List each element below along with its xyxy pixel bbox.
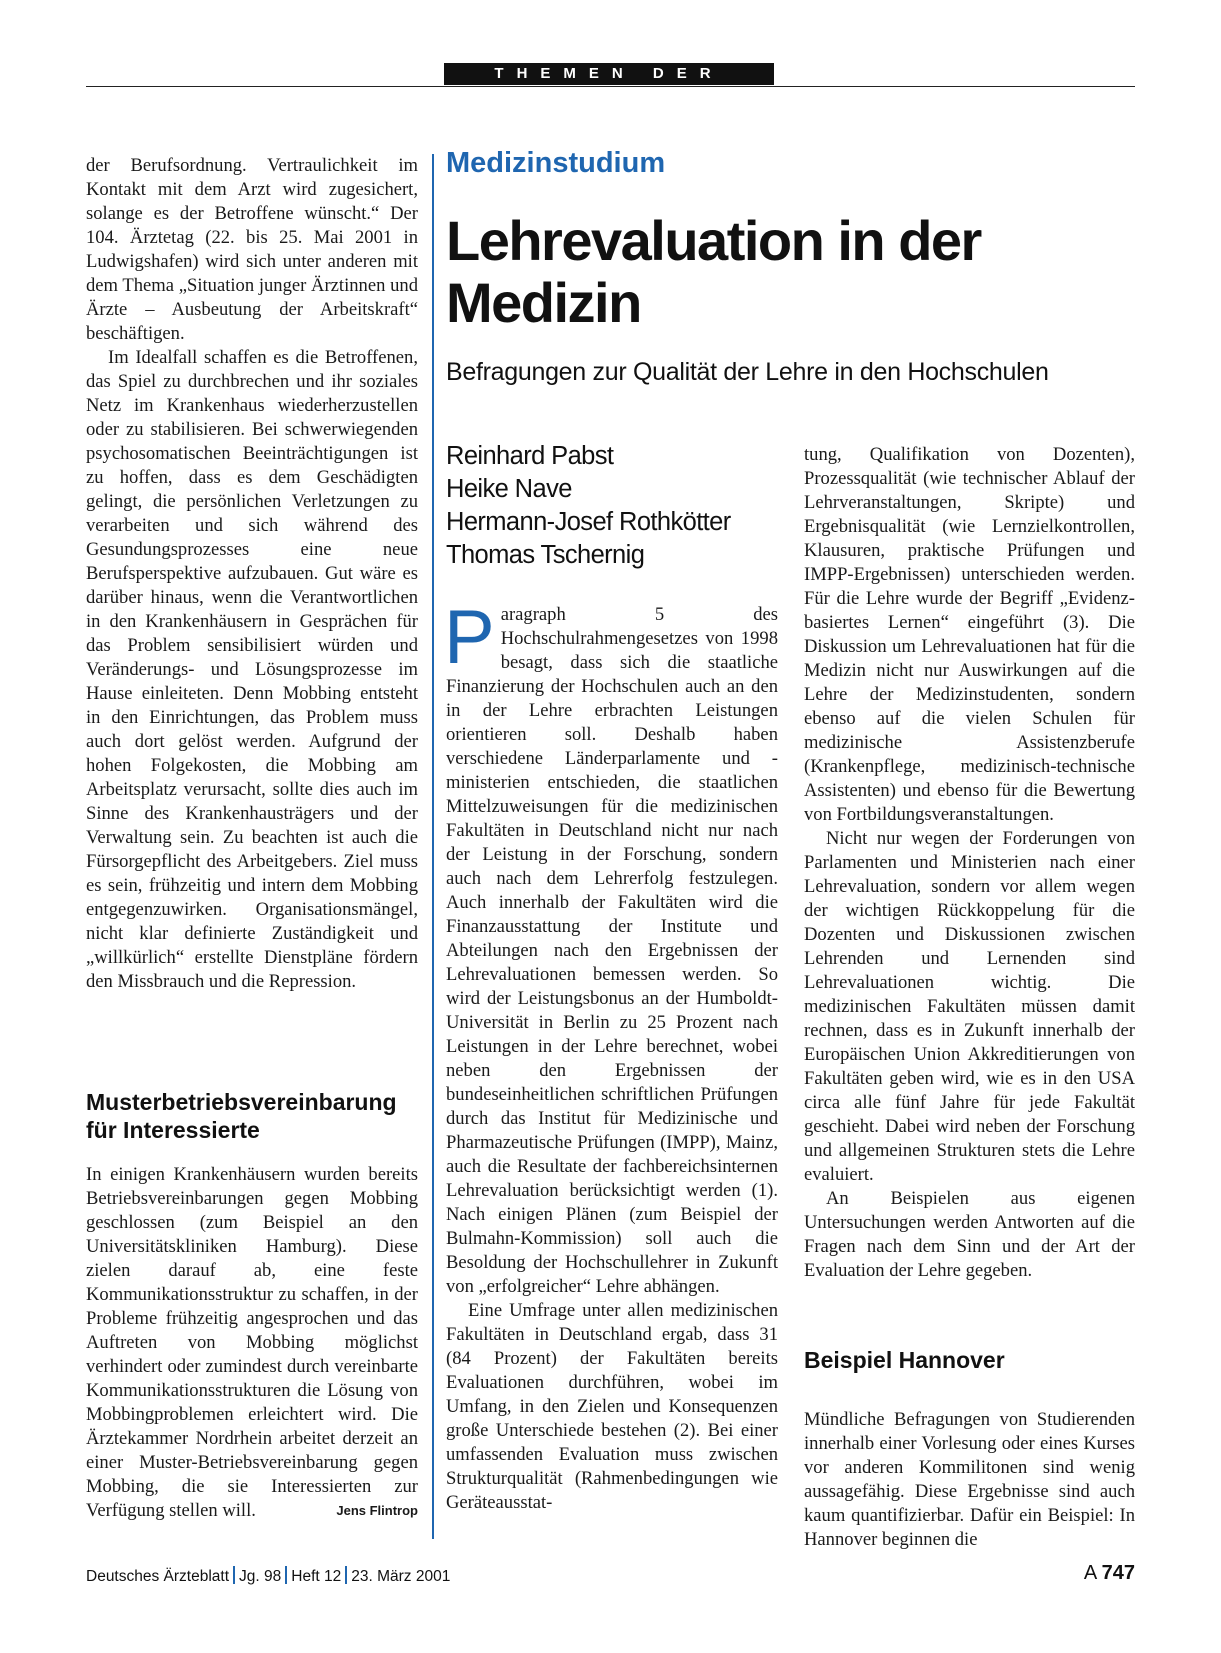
journal-volume: Jg. 98 [239, 1568, 282, 1585]
footer-separator [345, 1566, 347, 1584]
journal-issue: Heft 12 [291, 1568, 342, 1585]
left-subhead: Musterbetriebsvereinbarung für Interessierte [86, 1089, 397, 1143]
author-name: Reinhard Pabst [446, 442, 614, 470]
page-number: A 747 [1083, 1562, 1135, 1584]
author-name: Heike Nave [446, 475, 572, 503]
author-name: Thomas Tschernig [446, 541, 645, 569]
journal-name: Deutsches Ärzteblatt [86, 1568, 230, 1585]
footer-separator [285, 1566, 287, 1584]
author-signature: Jens Flintrop [336, 1503, 418, 1518]
left-paragraph-1: der Berufsordnung. Vertraulichkeit im Kontakt mit dem Arzt wird zugesichert, solange es der Betroffene wünscht.“ Der 104. Ärztetag (22. bis 25. Mai 2001 in Ludwigshafen) wird sich unter anderen mit dem Thema „Situation junger Ärztinnen und Ärzte – Ausbeutung der Arbeitskraft“ beschäftigen. [86, 155, 418, 344]
author-list [446, 440, 731, 572]
issue-date: 23. März 2001 [351, 1568, 451, 1585]
left-paragraph-3: In einigen Krankenhäusern wurden bereits Betriebsvereinbarungen gegen Mobbing geschlossen (zum Beispiel an den Universitätskliniken Hamburg). Diese zielen darauf ab, eine feste Kommunikationsstruktur zu schaffen, in der Probleme frühzeitig angesprochen und das Auftreten von Mobbing möglichst verhindert oder zumindest durch vereinbarte Kommunikationsstrukturen die Lösung von Mobbingproblemen erleichtert wird. Die Ärztekammer Nordrhein arbeitet derzeit an einer Muster-Betriebsvereinbarung gegen Mobbing, die sie Interessierten zur Verfügung stellen will. Jens Flintrop [86, 1164, 418, 1521]
right-column [804, 443, 1135, 1283]
article-kicker: Medizinstudium [446, 147, 666, 179]
mid-paragraph-2: Eine Umfrage unter allen medizinischen Fakultäten in Deutschland ergab, dass 31 (84 Prozent) der Fakultäten bereits Evaluationen durchführen, wobei im Umfang, in den Zielen und Konsequenzen große Unterschiede bestehen (2). Bei einer umfassenden Evaluation muss zwischen Strukturqualität (Rahmenbedingungen wie Geräteausstat- [446, 1300, 778, 1513]
right-subhead: Beispiel Hannover [804, 1347, 1005, 1373]
column-divider [432, 154, 434, 1539]
left-column [86, 154, 418, 994]
right-paragraph-3: An Beispielen aus eigenen Untersuchungen werden Antworten auf die Fragen nach dem Sinn und der Art der Evaluation der Lehre gegeben. [804, 1188, 1135, 1281]
author-name: Hermann-Josef Rothkötter [446, 508, 731, 536]
right-paragraph-4: Mündliche Befragungen von Studierenden innerhalb einer Vorlesung oder eines Kurses vor anderen Kommilitonen sind wenig aussagefähig. Diese Ergebnisse sind auch kaum quantifizierbar. Dafür ein Beispiel: In Hannover beginnen die [804, 1409, 1135, 1550]
mid-paragraph-1: Paragraph 5 des Hochschulrahmengesetzes von 1998 besagt, dass sich die staatliche Finanzierung der Hochschulen auch an den in der Lehre erbrachten Leistungen orientieren soll. Deshalb haben verschiedene Länderparlamente und -ministerien entschieden, die staatlichen Mittelzuweisungen für die medizinischen Fakultäten in Deutschland nicht nur nach der Leistung in der Forschung, sondern auch nach dem Lehrerfolg festzulegen. Auch innerhalb der Fakultäten wird die Finanzausstattung der Institute und Abteilungen nach den Ergebnissen der Lehrevaluationen bemessen werden. So wird der Leistungsbonus an der Humboldt-Universität in Berlin zu 25 Prozent nach Leistungen in der Lehre berechnet, wobei neben den Ergebnissen der bundeseinheitlichen schriftlichen Prüfungen durch das Institut für Medizinische und Pharmazeutische Prüfungen (IMPP), Mainz, auch die Resultate der fachbereichsinternen Lehrevaluation berücksichtigt werden (1). Nach einigen Plänen (zum Beispiel der Bulmahn-Kommission) soll auch die Besoldung der Hochschullehrer in Zukunft von „erfolgreicher“ Lehre abhängen. [444, 595, 778, 1297]
article-deck: Befragungen zur Qualität der Lehre in den Hochschulen [446, 358, 1049, 386]
left-column-continued [86, 1163, 418, 1523]
footer-separator [233, 1566, 235, 1584]
middle-column [444, 595, 778, 1515]
right-paragraph-2: Nicht nur wegen der Forderungen von Parlamenten und Ministerien nach einer Lehrevaluation, sondern vor allem wegen der wichtigen Rückkoppelung für die Dozenten und Diskussionen zwischen Lehrenden und Lernenden sind Lehrevaluationen wichtig. Die medizinischen Fakultäten müssen damit rechnen, dass es in Zukunft innerhalb der Europäischen Union Akkreditierungen von Fakultäten geben wird, wie es in den USA circa alle fünf Jahre für jede Fakultät geschieht. Dabei wird neben der Forschung und allgemeinen Strukturen stets die Lehre evaluiert. [804, 828, 1135, 1185]
drop-cap: P [444, 595, 495, 680]
article-title: Lehrevaluation in der Medizin [446, 209, 981, 334]
left-paragraph-2: Im Idealfall schaffen es die Betroffenen, das Spiel zu durchbrechen und ihr soziales Netz im Krankenhaus wiederherzustellen oder zu stabilisieren. Bei schwerwiegenden psychosomatischen Beeinträchtigungen ist zu hoffen, dass es dem Geschädigten gelingt, die persönlichen Verletzungen zu verarbeiten und sich während des Gesundungsprozesses eine neue Berufsperspektive aufzubauen. Gut wäre es darüber hinaus, wenn die Verantwortlichen in den Krankenhäusern in Gesprächen für das Problem sensibilisiert würden und Veränderungs- und Lösungsprozesse im Hause einleiteten. Denn Mobbing entsteht in den Einrichtungen, das Problem muss auch dort gelöst werden. Aufgrund der hohen Folgekosten, die Mobbing am Arbeitsplatz verursacht, sollte dies auch im Sinne des Krankenhausträgers und der Verwaltung sein. Zu beachten ist auch die Fürsorgepflicht des Arbeitgebers. Ziel muss es sein, frühzeitig und intern dem Mobbing entgegenzuwirken. Organisationsmängel, nicht klar definierte Zuständigkeit und „willkürlich“ erstellte Dienstpläne fördern den Missbrauch und die Repression. [86, 347, 418, 992]
right-paragraph-1: tung, Qualifikation von Dozenten), Prozessqualität (wie technischer Ablauf der Lehrveranstaltungen, Skripte) und Ergebnisqualität (wie Lernzielkontrollen, Klausuren, praktische Prüfungen und IMPP-Ergebnissen) unterschieden werden. Für die Lehre wurde der Begriff „Evidenz-basiertes Lernen“ eingeführt (3). Die Diskussion um Lehrevaluationen hat für die Medizin nicht nur Auswirkungen auf die Lehre der Medizinstudenten, sondern ebenso auf die vielen Schulen für medizinische Assistenzberufe (Krankenpflege, medizinisch-technische Assistenten) und ebenso für die Bewertung von Fortbildungsveranstaltungen. [804, 444, 1135, 825]
section-label: THEMEN DER ZEIT [444, 63, 774, 85]
right-column-continued [804, 1408, 1135, 1552]
page-footer [86, 1562, 1135, 1594]
